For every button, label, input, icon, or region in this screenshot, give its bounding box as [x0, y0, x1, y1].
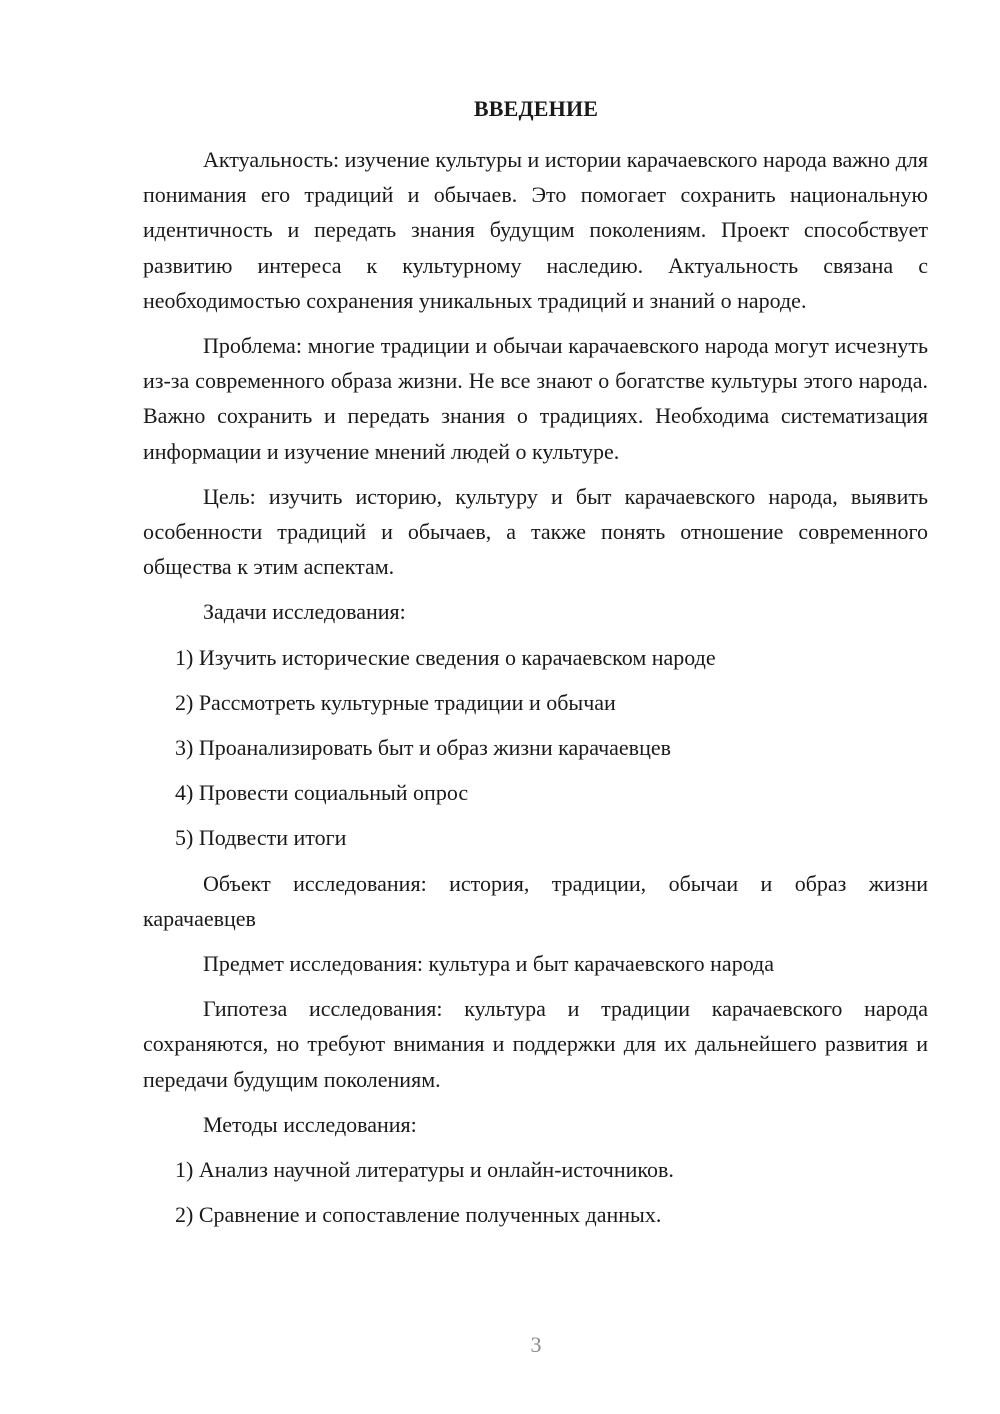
methods-heading: Методы исследования: [203, 1111, 417, 1137]
relevance-paragraph: Актуальность: изучение культуры и истории карачаевского народа важно для понимания его традиций и обычаев. Это помогает сохранить национальную идентичность и передать знания будущим поколениям. Проект способствует развитию интереса к культурному наследию. Актуальность связана с необходимостью сохранения уникальных традиций и знаний о народе. [143, 147, 928, 313]
document-body [143, 142, 928, 1232]
method-item-1: 1) Анализ научной литературы и онлайн-источников. [175, 1157, 674, 1183]
goal-paragraph: Цель: изучить историю, культуру и быт карачаевского народа, выявить особенности традиций и обычаев, а также понять отношение современного общества к этим аспектам. [143, 483, 928, 580]
object-paragraph: Объект исследования: история, традиции, обычаи и образ жизни карачаевцев [143, 870, 928, 931]
problem-paragraph: Проблема: многие традиции и обычаи карачаевского народа могут исчезнуть из-за современного образа жизни. Не все знают о богатстве культуры этого народа. Важно сохранить и передать знания о традициях. Необходима систематизация информации и изучение мнений людей о культуре. [143, 333, 928, 464]
task-item-2: 2) Рассмотреть культурные традиции и обычаи [175, 689, 616, 715]
section-title: ВВЕДЕНИЕ [473, 96, 599, 121]
subject-paragraph: Предмет исследования: культура и быт карачаевского народа [203, 951, 775, 977]
method-item-2: 2) Сравнение и сопоставление полученных данных. [175, 1202, 662, 1228]
task-item-4: 4) Провести социальный опрос [175, 780, 469, 806]
task-item-5: 5) Подвести итоги [175, 825, 347, 851]
task-item-1: 1) Изучить исторические сведения о карачаевском народе [175, 644, 716, 670]
task-item-3: 3) Проанализировать быт и образ жизни карачаевцев [175, 735, 671, 761]
hypothesis-paragraph: Гипотеза исследования: культура и традиции карачаевского народа сохраняются, но требуют внимания и поддержки для их дальнейшего развития и передачи будущим поколениям. [143, 996, 928, 1092]
page-number: 3 [530, 1332, 542, 1357]
tasks-heading: Задачи исследования: [203, 599, 406, 625]
